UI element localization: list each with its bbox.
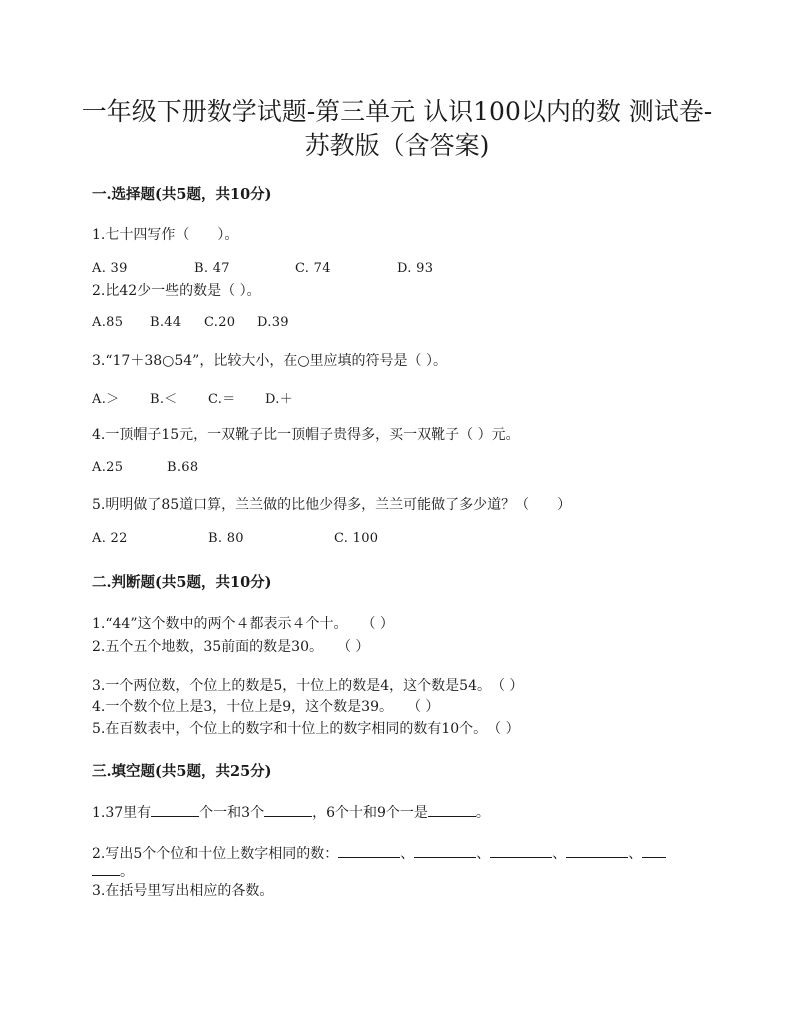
- option-1-3-d: D.＋: [265, 392, 293, 407]
- question-1-3: 3.“17＋38○54”，比较大小，在○里应填的符号是（ ）。: [92, 353, 447, 369]
- option-1-2-d: D.39: [257, 315, 289, 330]
- option-1-3-c: C.＝: [208, 392, 236, 407]
- separator: 、: [552, 846, 567, 862]
- answer-blank[interactable]: [566, 845, 628, 858]
- answer-blank[interactable]: [151, 804, 199, 817]
- fill-question-1: [92, 802, 490, 822]
- section-heading-choice: 一.选择题(共5题，共10分): [92, 186, 272, 203]
- fill-question-2-end: 。: [120, 864, 134, 880]
- fill-question-1-part1: 1.37里有: [92, 805, 152, 821]
- option-1-2-a: A.85: [92, 315, 124, 330]
- section-heading-judgement: 二.判断题(共5题，共10分): [92, 574, 272, 591]
- option-1-2-c: C.20: [204, 315, 236, 330]
- option-1-1-b: B. 47: [194, 261, 230, 276]
- section-heading-fill-blank: 三.填空题(共5题，共25分): [92, 763, 272, 780]
- option-1-4-b: B.68: [167, 460, 199, 475]
- option-1-5-b: B. 80: [208, 531, 244, 546]
- separator: 、: [476, 846, 491, 862]
- answer-blank[interactable]: [414, 845, 476, 858]
- judgement-item-2: 2.五个五个地数，35前面的数是30。 （ ）: [92, 639, 370, 655]
- answer-blank[interactable]: [264, 804, 312, 817]
- answer-blank[interactable]: [490, 845, 552, 858]
- document-title-line1: 一年级下册数学试题-第三单元 认识100以内的数 测试卷-: [81, 97, 713, 126]
- answer-blank-continued[interactable]: [92, 863, 120, 876]
- fill-question-1-part4: 。: [475, 805, 490, 821]
- option-1-3-b: B.＜: [150, 392, 178, 407]
- answer-blank[interactable]: [428, 804, 476, 817]
- answer-blank[interactable]: [338, 845, 400, 858]
- fill-question-2-text: 2.写出5个个位和十位上数字相同的数：: [92, 846, 339, 862]
- fill-question-1-part2: 个一和3个: [199, 805, 265, 821]
- question-1-1: 1.七十四写作（ ）。: [92, 227, 239, 243]
- judgement-item-1: 1.“44”这个数中的两个４都表示４个十。 （ ）: [92, 616, 394, 632]
- option-1-3-a: A.＞: [92, 392, 120, 407]
- option-1-1-c: C. 74: [295, 261, 331, 276]
- separator: 、: [400, 846, 415, 862]
- document-title-line2: 苏教版（含答案): [304, 131, 490, 160]
- option-1-2-b: B.44: [150, 315, 182, 330]
- judgement-item-5: 5.在百数表中，个位上的数字和十位上的数字相同的数有10个。 （ ）: [92, 721, 520, 737]
- fill-question-3: 3.在括号里写出相应的各数。: [92, 883, 274, 899]
- fill-question-2-wrap: [92, 861, 134, 881]
- fill-question-1-part3: ，6个十和9个一是: [312, 805, 428, 821]
- option-1-5-a: A. 22: [92, 531, 128, 546]
- judgement-item-3: 3.一个两位数，个位上的数是5，十位上的数是4，这个数是54。 （ ）: [92, 678, 524, 694]
- question-1-4: 4.一顶帽子15元，一双靴子比一顶帽子贵得多，买一双靴子（ ）元。: [92, 427, 520, 443]
- separator: 、: [628, 846, 643, 862]
- fill-question-2: [92, 843, 666, 863]
- question-1-5: 5.明明做了85道口算，兰兰做的比他少得多，兰兰可能做了多少道？（ ）: [92, 497, 572, 513]
- question-1-2: 2.比42少一些的数是（ ）。: [92, 283, 261, 299]
- judgement-item-4: 4.一个数个位上是3，十位上是9，这个数是39。 （ ）: [92, 699, 440, 715]
- option-1-1-a: A. 39: [92, 261, 128, 276]
- option-1-5-c: C. 100: [334, 531, 379, 546]
- option-1-4-a: A.25: [92, 460, 124, 475]
- answer-blank[interactable]: [642, 845, 666, 858]
- option-1-1-d: D. 93: [397, 261, 434, 276]
